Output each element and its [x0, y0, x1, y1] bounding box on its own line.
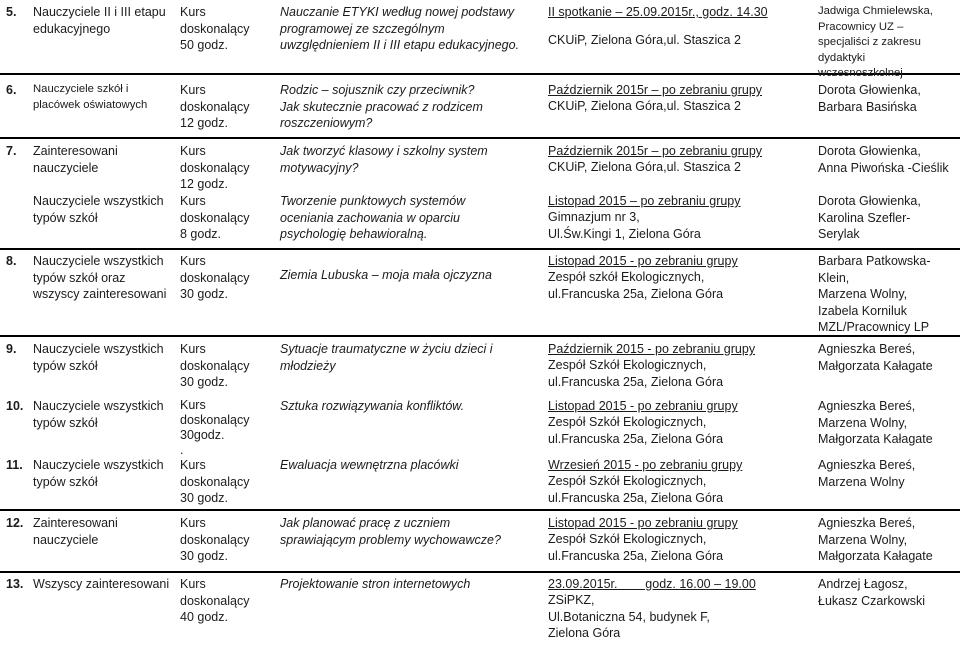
- term-place: Zespół Szkół Ekologicznych, ul.Francuska 25a, Zielona Góra: [548, 415, 724, 446]
- form-cell: Kurs doskonalący 50 godz.: [180, 5, 250, 52]
- row-number: 11.: [6, 458, 23, 472]
- row-separator: [0, 248, 960, 250]
- term-place: CKUiP, Zielona Góra,ul. Staszica 2: [548, 33, 741, 47]
- term-title: Listopad 2015 - po zebraniu grupy: [548, 516, 738, 530]
- row-number: 13.: [6, 577, 24, 591]
- form-cell: Kurs doskonalący 12 godz.: [180, 144, 250, 191]
- row-number: 7.: [6, 144, 17, 158]
- audience-cell: Nauczyciele wszystkich typów szkół oraz wszyscy zainteresowani: [33, 254, 167, 301]
- term-title: Październik 2015 - po zebraniu grupy: [548, 342, 756, 356]
- audience-cell: Nauczyciele wszystkich typów szkół: [33, 458, 164, 489]
- form-cell: Kurs doskonalący 40 godz.: [180, 577, 250, 624]
- term-place: Zespół Szkół Ekologicznych, ul.Francuska 25a, Zielona Góra: [548, 358, 724, 389]
- audience-cell: Nauczyciele wszystkich typów szkół: [33, 342, 164, 373]
- topic-cell: Jak tworzyć klasowy i szkolny system motywacyjny?: [280, 144, 488, 175]
- form-cell: Kurs doskonalący 30godz. .: [180, 398, 250, 457]
- row-number: 8.: [6, 254, 17, 268]
- leaders-cell: Agnieszka Bereś, Małgorzata Kałagate: [818, 342, 933, 373]
- leaders-cell: Agnieszka Bereś, Marzena Wolny, Małgorzata Kałagate: [818, 516, 933, 563]
- topic-cell: Tworzenie punktowych systemów oceniania zachowania w oparciu psychologię behawioralną.: [280, 194, 466, 241]
- leaders-cell: Andrzej Łagosz, Łukasz Czarkowski: [818, 577, 925, 608]
- term-title: 23.09.2015r. godz. 16.00 – 19.00: [548, 577, 756, 591]
- topic-cell: Ziemia Lubuska – moja mała ojczyzna: [280, 268, 492, 282]
- term-place: Zespół szkół Ekologicznych, ul.Francuska 25a, Zielona Góra: [548, 270, 724, 301]
- row-separator: [0, 571, 960, 573]
- audience-cell: Zainteresowani nauczyciele: [33, 144, 118, 175]
- row-number: 6.: [6, 83, 17, 97]
- term-title: Listopad 2015 – po zebraniu grupy: [548, 194, 741, 208]
- term-title: Wrzesień 2015 - po zebraniu grupy: [548, 458, 743, 472]
- leaders-cell: Jadwiga Chmielewska, Pracownicy UZ – specjaliści z zakresu dydaktyki wczesnoszkolnej: [818, 5, 933, 79]
- term-title: Październik 2015r – po zebraniu grupy: [548, 83, 763, 97]
- term-place: Zespół Szkół Ekologicznych, ul.Francuska 25a, Zielona Góra: [548, 532, 724, 563]
- term-place: Gimnazjum nr 3, Ul.Św.Kingi 1, Zielona Góra: [548, 210, 701, 241]
- row-separator: [0, 73, 960, 75]
- term-title: II spotkanie – 25.09.2015r., godz. 14.30: [548, 5, 768, 19]
- row-separator: [0, 509, 960, 511]
- term-place: ZSiPKZ, Ul.Botaniczna 54, budynek F, Zielona Góra: [548, 593, 710, 640]
- topic-cell: Projektowanie stron internetowych: [280, 577, 471, 591]
- topic-cell: Sztuka rozwiązywania konfliktów.: [280, 399, 465, 413]
- audience-cell: Nauczyciele II i III etapu edukacyjnego: [33, 5, 166, 36]
- form-cell: Kurs doskonalący 12 godz.: [180, 83, 250, 130]
- topic-cell: Ewaluacja wewnętrzna placówki: [280, 458, 459, 472]
- audience-cell: Wszyscy zainteresowani: [33, 577, 170, 591]
- leaders-cell: Dorota Głowienka, Anna Piwońska -Cieślik: [818, 144, 949, 175]
- audience-cell: Zainteresowani nauczyciele: [33, 516, 118, 547]
- form-cell: Kurs doskonalący 30 godz.: [180, 254, 250, 301]
- form-cell: Kurs doskonalący 30 godz.: [180, 458, 250, 505]
- form-cell: Kurs doskonalący 8 godz.: [180, 194, 250, 241]
- term-place: CKUiP, Zielona Góra,ul. Staszica 2: [548, 99, 741, 113]
- row-number: 12.: [6, 516, 24, 530]
- form-cell: Kurs doskonalący 30 godz.: [180, 342, 250, 389]
- row-separator: [0, 335, 960, 337]
- leaders-cell: Dorota Głowienka, Karolina Szefler- Serylak: [818, 194, 921, 241]
- row-number: 10.: [6, 399, 24, 413]
- audience-cell: Nauczyciele wszystkich typów szkół: [33, 194, 164, 225]
- topic-cell: Nauczanie ETYKI według nowej podstawy programowej ze szczególnym uwzględnieniem II i III etapu edukacyjnego.: [280, 5, 520, 52]
- term-place: Zespół Szkół Ekologicznych, ul.Francuska 25a, Zielona Góra: [548, 474, 724, 505]
- form-cell: Kurs doskonalący 30 godz.: [180, 516, 250, 563]
- audience-cell: Nauczyciele szkół i placówek oświatowych: [33, 83, 148, 111]
- audience-cell: Nauczyciele wszystkich typów szkół: [33, 399, 164, 430]
- term-title: Listopad 2015 - po zebraniu grupy: [548, 399, 738, 413]
- leaders-cell: Dorota Głowienka, Barbara Basińska: [818, 83, 921, 114]
- term-title: Listopad 2015 - po zebraniu grupy: [548, 254, 738, 268]
- topic-cell: Rodzic – sojusznik czy przeciwnik? Jak skutecznie pracować z rodzicem roszczeniowym?: [280, 83, 483, 130]
- leaders-cell: Agnieszka Bereś, Marzena Wolny: [818, 458, 916, 489]
- topic-cell: Sytuacje traumatyczne w życiu dzieci i młodzieży: [280, 342, 493, 373]
- term-title: Październik 2015r – po zebraniu grupy: [548, 144, 763, 158]
- row-number: 9.: [6, 342, 17, 356]
- row-number: 5.: [6, 5, 17, 19]
- leaders-cell: Barbara Patkowska- Klein, Marzena Wolny, Izabela Korniluk MZL/Pracownicy LP: [818, 254, 931, 334]
- topic-cell: Jak planować pracę z uczniem sprawiającym problemy wychowawcze?: [280, 516, 501, 547]
- leaders-cell: Agnieszka Bereś, Marzena Wolny, Małgorzata Kałagate: [818, 399, 933, 446]
- row-separator: [0, 137, 960, 139]
- term-place: CKUiP, Zielona Góra,ul. Staszica 2: [548, 160, 741, 174]
